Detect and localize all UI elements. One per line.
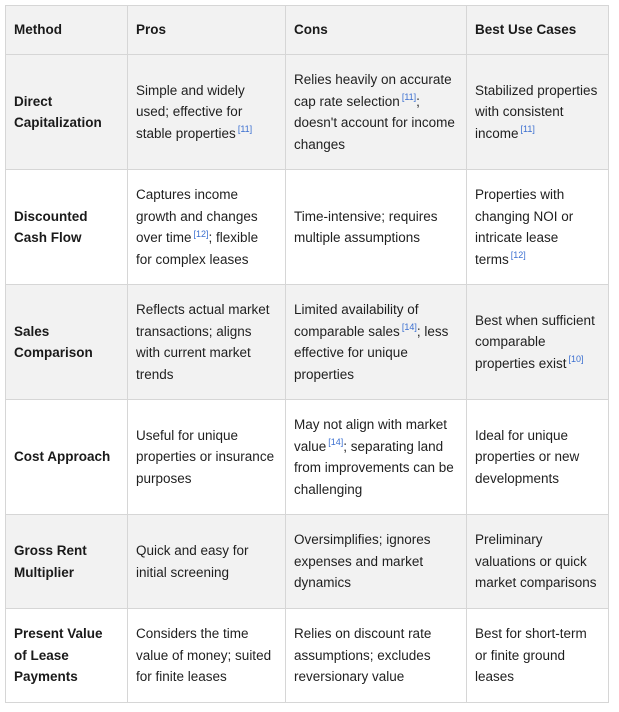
table-row xyxy=(6,55,609,170)
cons-cell: Time-intensive; requires multiple assumptions xyxy=(286,170,467,285)
best-use-cell: Preliminary valuations or quick market comparisons xyxy=(467,515,609,609)
citation-link[interactable]: [10] xyxy=(568,354,584,365)
table-row xyxy=(6,609,609,703)
table-row xyxy=(6,515,609,609)
method-cell: Gross Rent Multiplier xyxy=(6,515,128,609)
table-header-row xyxy=(6,6,609,55)
best-use-text: Stabilized properties with consistent income xyxy=(475,82,598,141)
pros-cell: Useful for unique properties or insurance purposes xyxy=(128,400,286,515)
pros-text: Simple and widely used; effective for stable properties xyxy=(136,82,245,141)
cons-cell: Oversimplifies; ignores expenses and market dynamics xyxy=(286,515,467,609)
best-use-cell xyxy=(467,285,609,400)
pros-cell xyxy=(128,55,286,170)
header-method: Method xyxy=(6,6,128,55)
cons-text: ; doesn't account for income changes xyxy=(294,93,455,152)
pros-cell: Quick and easy for initial screening xyxy=(128,515,286,609)
cons-text: Relies heavily on accurate cap rate selection xyxy=(294,72,452,109)
header-cons: Cons xyxy=(286,6,467,55)
cons-text: May not align with market value xyxy=(294,417,448,454)
citation-link[interactable]: [11] xyxy=(401,92,417,102)
method-cell: Discounted Cash Flow xyxy=(6,170,128,285)
citation-link[interactable]: [11] xyxy=(237,124,253,135)
cons-text: Limited availability of comparable sales xyxy=(294,302,419,339)
citation-link[interactable]: [14] xyxy=(328,437,344,447)
pros-cell: Reflects actual market transactions; aligns with current market trends xyxy=(128,285,286,400)
citation-link[interactable]: [12] xyxy=(193,228,209,239)
method-cell: Sales Comparison xyxy=(6,285,128,400)
header-best-use-cases: Best Use Cases xyxy=(467,6,609,55)
cons-cell xyxy=(286,55,467,170)
comparison-table-container xyxy=(5,5,609,703)
cons-cell: Relies on discount rate assumptions; excludes reversionary value xyxy=(286,609,467,703)
citation-link[interactable]: [14] xyxy=(401,322,417,332)
method-cell: Cost Approach xyxy=(6,400,128,515)
method-cell: Present Value of Lease Payments xyxy=(6,609,128,703)
cons-text: ; less effective for unique properties xyxy=(294,323,449,382)
pros-cell xyxy=(128,170,286,285)
pros-text: Captures income growth and changes over time xyxy=(136,187,258,245)
table-row xyxy=(6,285,609,400)
cons-text: ; separating land from improvements can be challenging xyxy=(294,438,454,497)
table-row xyxy=(6,400,609,515)
valuation-methods-table xyxy=(5,5,609,703)
pros-cell: Considers the time value of money; suited for finite leases xyxy=(128,609,286,703)
cons-cell xyxy=(286,400,467,515)
cons-cell xyxy=(286,285,467,400)
best-use-cell: Ideal for unique properties or new developments xyxy=(467,400,609,515)
citation-link[interactable]: [12] xyxy=(510,250,526,260)
best-use-cell: Best for short-term or finite ground leases xyxy=(467,609,609,703)
table-row xyxy=(6,170,609,285)
header-pros: Pros xyxy=(128,6,286,55)
best-use-text: Properties with changing NOI or intricate lease terms xyxy=(475,187,574,267)
citation-link[interactable]: [11] xyxy=(520,124,535,135)
best-use-cell xyxy=(467,55,609,170)
method-cell: Direct Capitalization xyxy=(6,55,128,170)
best-use-cell xyxy=(467,170,609,285)
pros-text: ; flexible for complex leases xyxy=(136,230,259,267)
best-use-text: Best when sufficient comparable properties exist xyxy=(475,312,595,371)
